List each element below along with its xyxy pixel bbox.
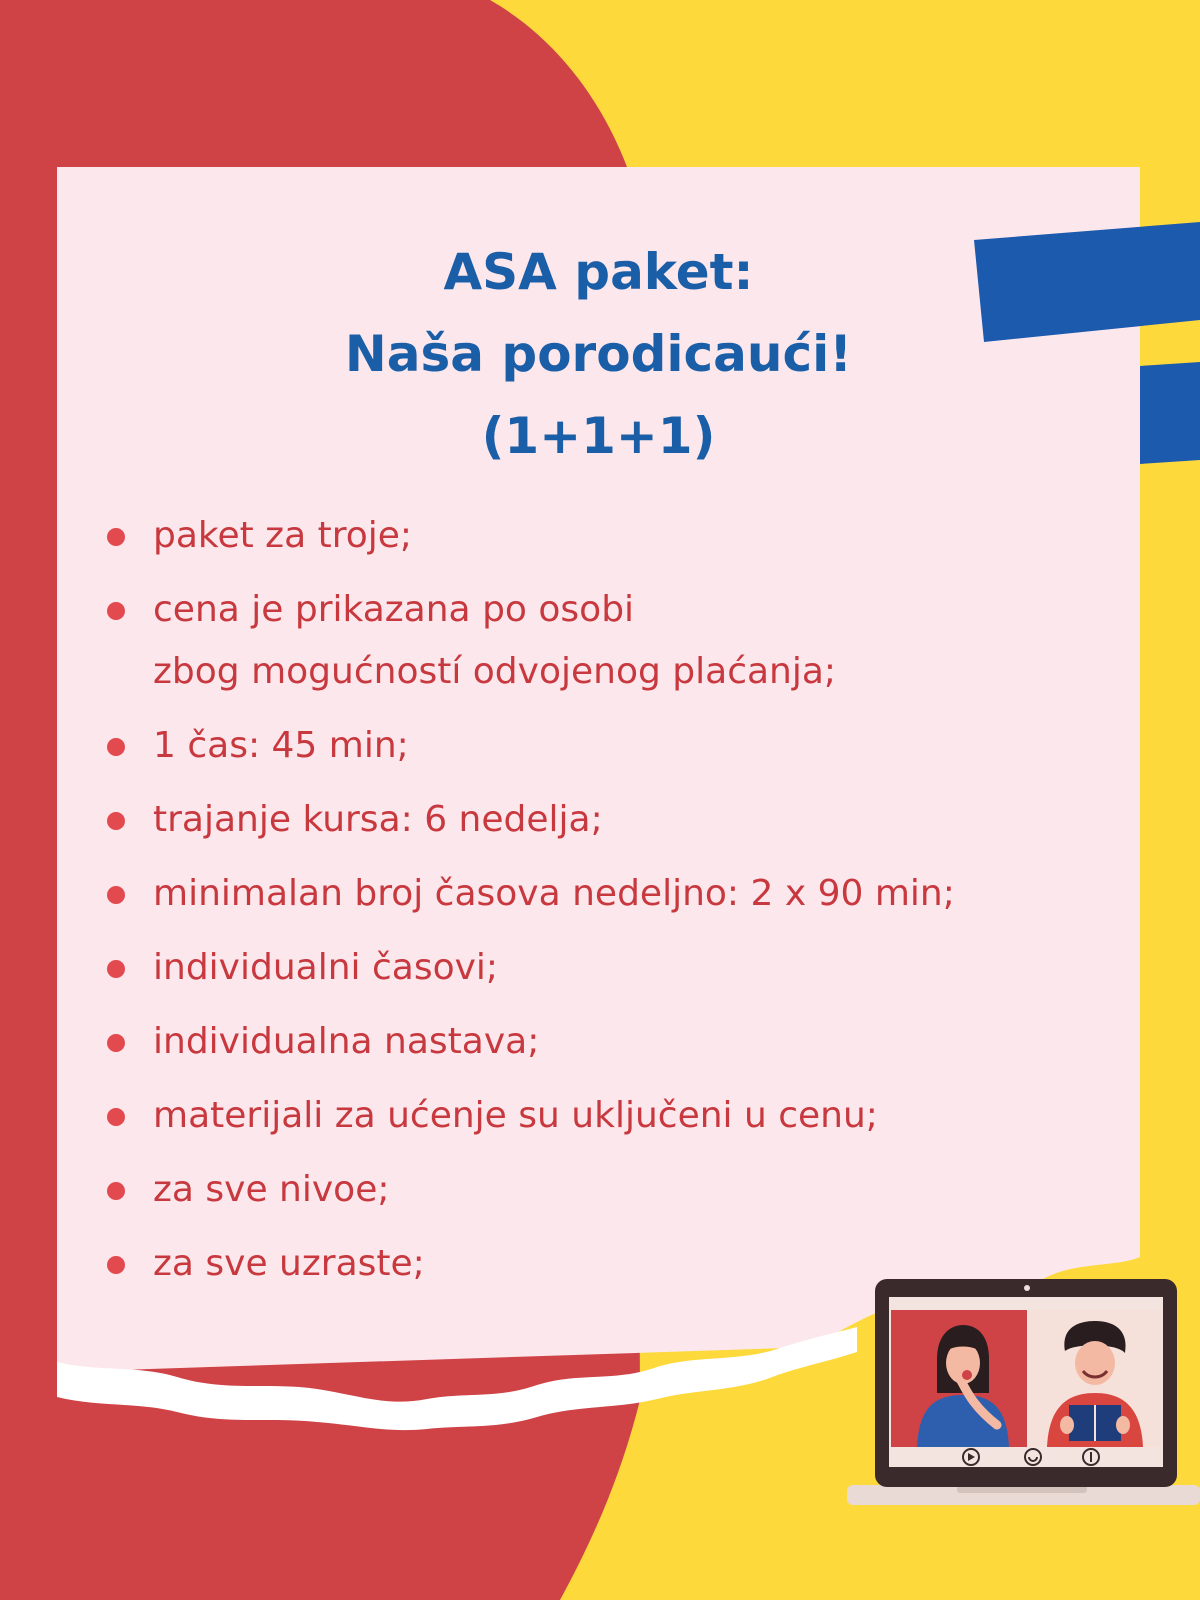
title-line-2: Naša porodicaući!	[344, 325, 853, 383]
list-item: trajanje kursa: 6 nedelja;	[107, 789, 1107, 851]
bullet-dot-icon	[107, 602, 125, 620]
list-item: 1 čas: 45 min;	[107, 715, 1107, 777]
title-line-1: ASA paket:	[443, 243, 754, 301]
list-item: minimalan broj časova nedeljno: 2 x 90 min;	[107, 863, 1107, 925]
bullet-dot-icon	[107, 960, 125, 978]
bullet-dot-icon	[107, 1034, 125, 1052]
bullet-dot-icon	[107, 528, 125, 546]
bullet-dot-icon	[107, 1182, 125, 1200]
bullet-dot-icon	[107, 1256, 125, 1274]
bullet-dot-icon	[107, 812, 125, 830]
bullet-dot-icon	[107, 738, 125, 756]
list-item: cena je prikazana po osobi zbog mogućností odvojenog plaćanja;	[107, 579, 1107, 703]
list-item: materijali za ućenje su uključeni u cenu;	[107, 1085, 1107, 1147]
title-line-3: (1+1+1)	[481, 407, 716, 465]
bullet-dot-icon	[107, 886, 125, 904]
list-item: za sve uzraste;	[107, 1233, 1107, 1295]
laptop-video-call-icon	[847, 1275, 1200, 1510]
feature-list	[107, 505, 1107, 1307]
blue-tape-decoration	[970, 218, 1200, 468]
list-item: za sve nivoe;	[107, 1159, 1107, 1221]
list-item: individualna nastava;	[107, 1011, 1107, 1073]
bullet-dot-icon	[107, 1108, 125, 1126]
list-item: individualni časovi;	[107, 937, 1107, 999]
list-item: paket za troje;	[107, 505, 1107, 567]
